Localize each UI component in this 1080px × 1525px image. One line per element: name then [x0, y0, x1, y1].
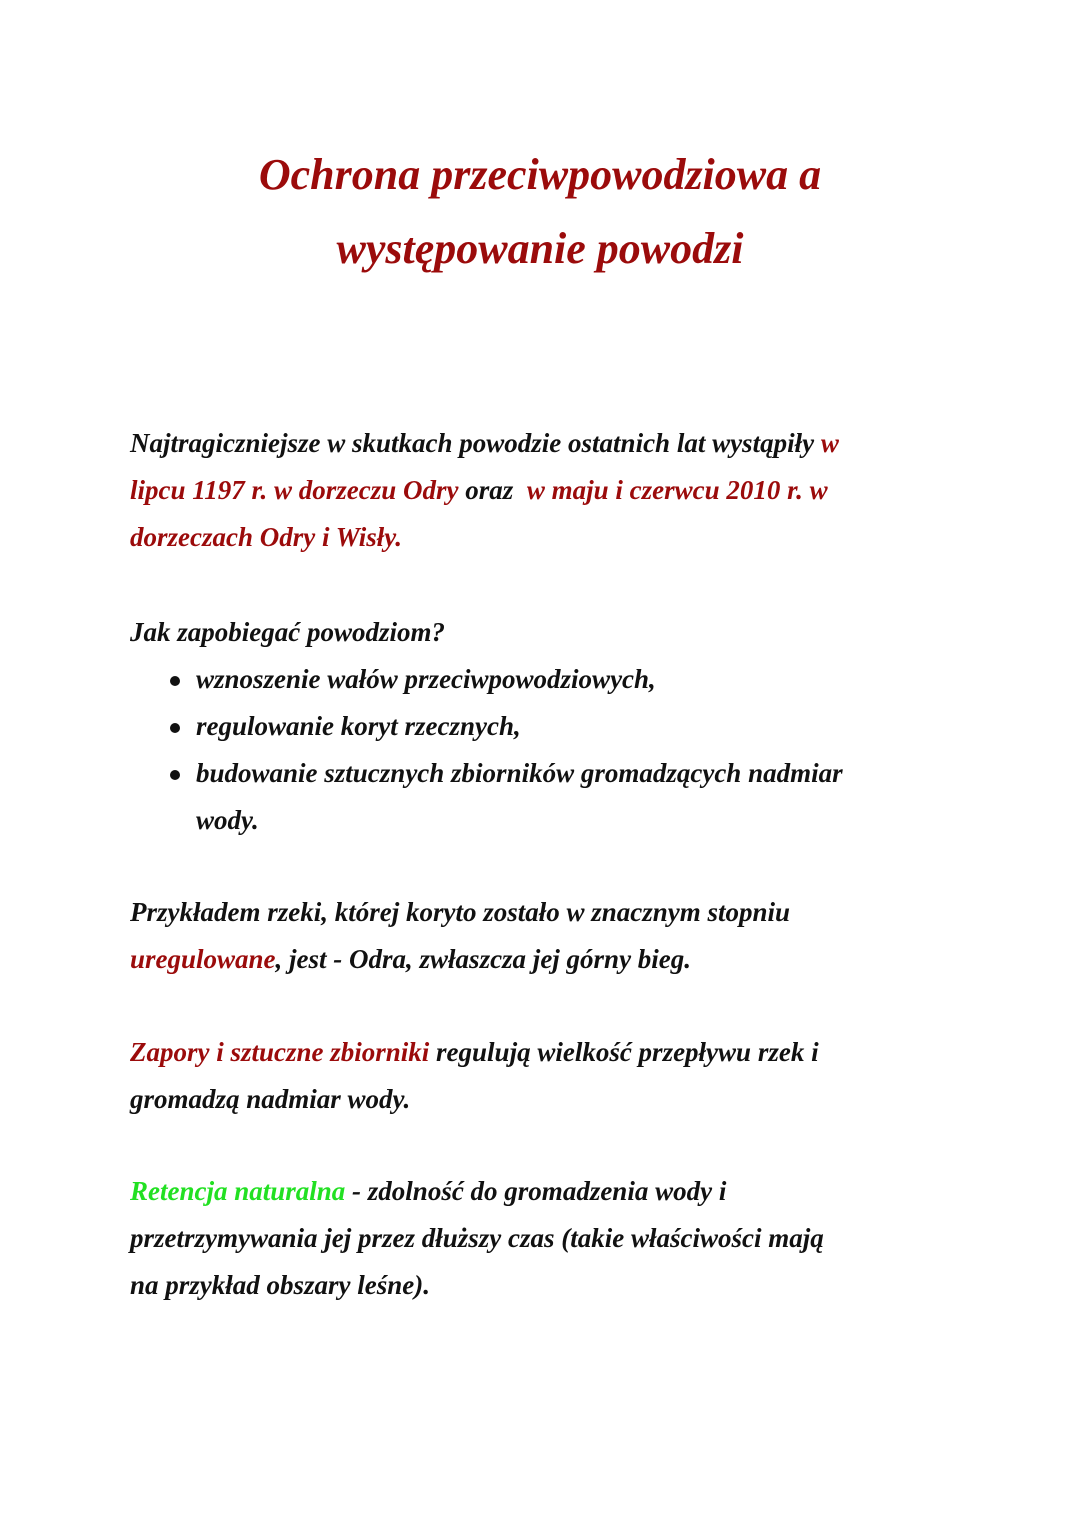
text: Najtragiczniejsze w skutkach powodzie ostatnich lat wystąpiły — [130, 428, 821, 458]
floods-paragraph — [130, 420, 990, 561]
list-item: regulowanie koryt rzecznych, — [130, 703, 990, 750]
prevention-list — [130, 656, 990, 844]
list-item: wznoszenie wałów przeciwpowodziowych, — [130, 656, 990, 703]
page-title — [0, 138, 1080, 286]
title-line-2: występowanie powodzi — [336, 224, 744, 273]
highlight: lipcu 1197 r. w dorzeczu Odry — [130, 475, 459, 505]
prevention-question: Jak zapobiegać powodziom? — [130, 617, 445, 647]
text: Przykładem rzeki, której koryto zostało w znacznym stopniu — [130, 897, 791, 927]
text: , jest - Odra, zwłaszcza jej górny bieg. — [275, 944, 692, 974]
highlight: dorzeczach Odry i Wisły. — [130, 522, 402, 552]
text: regulują wielkość przepływu rzek i — [429, 1037, 819, 1067]
retention-paragraph — [130, 1168, 990, 1309]
text: - zdolność do gromadzenia wody i — [345, 1176, 727, 1206]
dams-paragraph — [130, 1029, 990, 1123]
title-line-1: Ochrona przeciwpowodziowa a — [258, 150, 822, 199]
text: na przykład obszary leśne). — [130, 1270, 431, 1300]
text: gromadzą nadmiar wody. — [130, 1084, 411, 1114]
term-highlight: Retencja naturalna — [130, 1176, 346, 1206]
list-item-continuation: wody. — [196, 805, 259, 835]
highlight: uregulowane — [130, 944, 276, 974]
highlight: w — [820, 428, 839, 458]
text: oraz — [458, 475, 527, 505]
prevention-section — [130, 609, 990, 844]
highlight: Zapory i sztuczne zbiorniki — [130, 1037, 430, 1067]
regulation-paragraph — [130, 889, 990, 983]
highlight: w maju i czerwcu 2010 r. w — [526, 475, 828, 505]
text: przetrzymywania jej przez dłuższy czas (takie właściwości mają — [130, 1223, 824, 1253]
list-item: budowanie sztucznych zbiorników gromadzących nadmiar — [130, 750, 990, 797]
